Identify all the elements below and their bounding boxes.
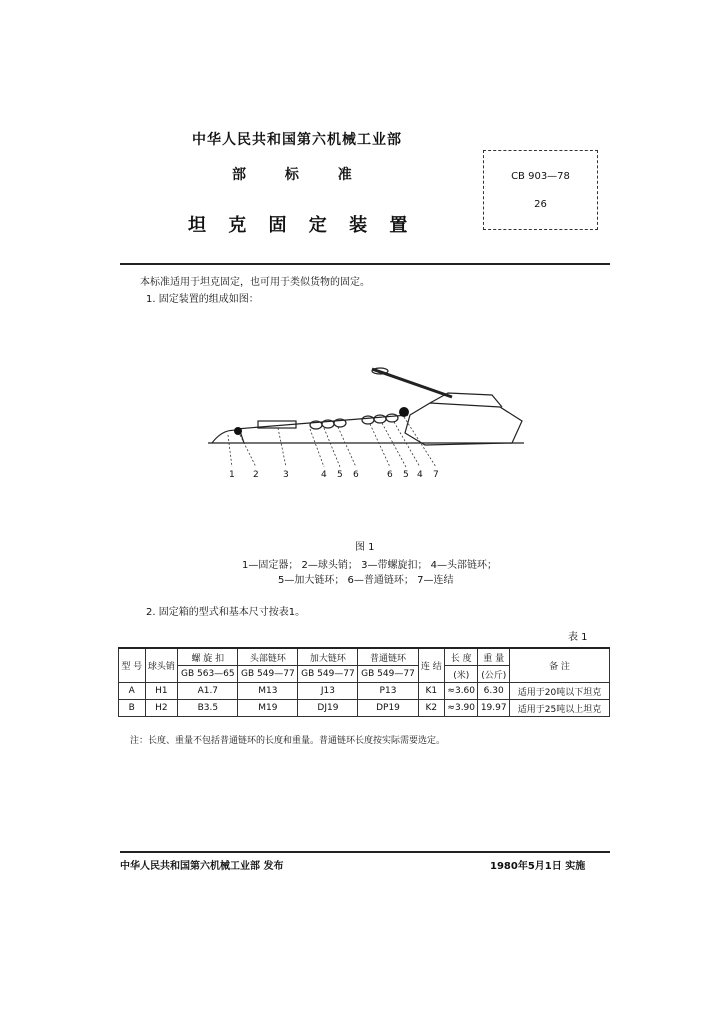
th-length: 长 度: [445, 648, 478, 666]
fixer-block: [234, 427, 242, 435]
th-head-link-std: GB 549—77: [238, 666, 298, 683]
leader-line: [228, 435, 232, 467]
leader-line: [338, 427, 356, 467]
leader-line: [310, 429, 324, 467]
figure-label: 1: [229, 470, 235, 480]
table-row: [119, 700, 610, 717]
cell-type: B: [119, 700, 146, 717]
table-caption: 表 1: [568, 632, 588, 643]
th-normal-link-std: GB 549—77: [358, 666, 418, 683]
chain-link: [362, 416, 374, 424]
page-number: 26: [534, 199, 547, 210]
th-head-link: 头部链环: [238, 648, 298, 666]
th-big-link: 加大链环: [298, 648, 358, 666]
effective-date: 1980年5月1日 实施: [490, 861, 586, 872]
cell-remarks: 适用于20吨以下坦克: [510, 683, 610, 700]
figure-caption: 图 1: [355, 542, 375, 553]
figure-label: 5: [403, 470, 409, 480]
bottom-rule: [120, 851, 610, 853]
cell-big-link: DJ19: [298, 700, 358, 717]
cell-connector: K1: [418, 683, 445, 700]
figure-label: 6: [387, 470, 393, 480]
cell-connector: K2: [418, 700, 445, 717]
figure-legend-line-1: 1—固定器； 2—球头销； 3—带螺旋扣； 4—头部链环；: [242, 560, 497, 571]
leader-line: [324, 428, 340, 467]
leader-line: [382, 423, 406, 467]
th-screw-std: GB 563—65: [178, 666, 238, 683]
figure-label: 4: [321, 470, 327, 480]
tank-hull: [405, 403, 522, 445]
cell-weight: 6.30: [478, 683, 510, 700]
th-remarks: 备 注: [510, 648, 610, 683]
figure-label: 6: [353, 470, 359, 480]
th-length-unit: (米): [445, 666, 478, 683]
standard-type: 部 标 准: [232, 167, 352, 183]
cell-big-link: J13: [298, 683, 358, 700]
cell-normal-link: DP19: [358, 700, 418, 717]
figure-legend-line-2: 5—加大链环； 6—普通链环； 7—连结: [278, 575, 454, 586]
figure-label: 3: [283, 470, 289, 480]
tank-fixing-figure: [200, 355, 540, 495]
top-rule: [120, 263, 610, 265]
th-ball-pin: 球头销: [145, 648, 178, 683]
standard-code: CB 903—78: [511, 171, 570, 182]
leader-line: [240, 435, 256, 467]
cell-remarks: 适用于25吨以上坦克: [510, 700, 610, 717]
th-weight-unit: (公斤): [478, 666, 510, 683]
leader-line: [404, 417, 436, 467]
cell-ball-pin: H2: [145, 700, 178, 717]
intro-line-1: 本标准适用于坦克固定，也可用于类似货物的固定。: [140, 277, 370, 288]
ministry-heading: 中华人民共和国第六机械工业部: [192, 132, 402, 148]
cell-head-link: M19: [238, 700, 298, 717]
chain-link: [374, 415, 386, 423]
cell-length: ≈3.90: [445, 700, 478, 717]
connector-block: [399, 407, 409, 417]
chain-link: [386, 414, 398, 422]
leader-line: [278, 428, 286, 467]
th-normal-link: 普通链环: [358, 648, 418, 666]
th-connector: 连 结: [418, 648, 445, 683]
figure-label: 4: [417, 470, 423, 480]
cell-screw: A1.7: [178, 683, 238, 700]
th-screw: 螺 旋 扣: [178, 648, 238, 666]
cell-weight: 19.97: [478, 700, 510, 717]
table-row: [119, 683, 610, 700]
standard-code-box: [483, 150, 598, 230]
th-type: 型 号: [119, 648, 146, 683]
figure-label: 7: [433, 470, 439, 480]
cell-ball-pin: H1: [145, 683, 178, 700]
cell-normal-link: P13: [358, 683, 418, 700]
leader-line: [394, 422, 420, 467]
figure-label: 2: [253, 470, 259, 480]
spec-table: [118, 647, 610, 717]
section-2-heading: 2. 固定箱的型式和基本尺寸按表1。: [146, 607, 306, 618]
table-note: 注：长度、重量不包括普通链环的长度和重量。普通链环长度按实际需要选定。: [130, 736, 446, 746]
intro-line-2: 1. 固定装置的组成如图：: [146, 294, 259, 305]
cell-length: ≈3.60: [445, 683, 478, 700]
cell-type: A: [119, 683, 146, 700]
publisher: 中华人民共和国第六机械工业部 发布: [120, 861, 284, 872]
th-big-link-std: GB 549—77: [298, 666, 358, 683]
cell-screw: B3.5: [178, 700, 238, 717]
th-weight: 重 量: [478, 648, 510, 666]
leader-line: [370, 424, 390, 467]
document-title: 坦 克 固 定 装 置: [188, 215, 408, 236]
figure-label: 5: [337, 470, 343, 480]
cell-head-link: M13: [238, 683, 298, 700]
